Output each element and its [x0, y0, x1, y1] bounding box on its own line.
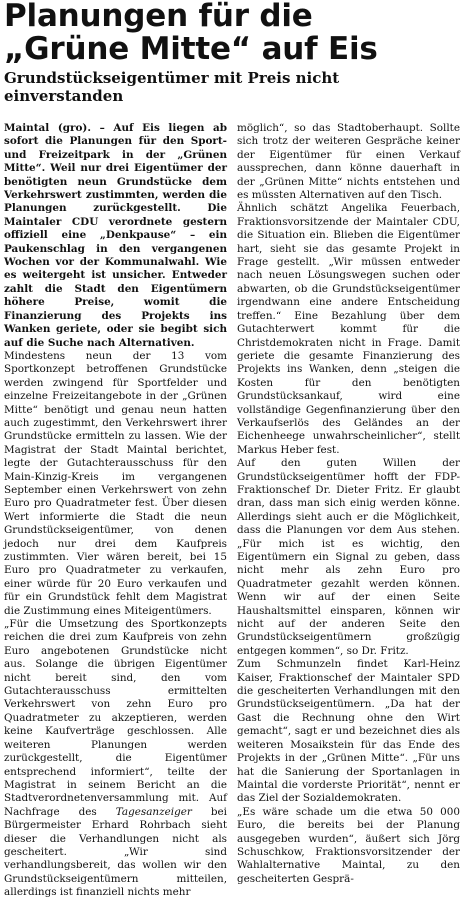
headline: [0, 0, 464, 66]
body-paragraph: möglich“, so das Stadtoberhaupt. Sollte sich trotz der weiteren Gespräche keiner der Eigentümer für einen Verkauf aussprechen, dann könne dauerhaft in der „Grünen Mitte“ nichts entstehen und es müssten Alternativen auf den Tisch.: [237, 122, 460, 202]
quote-text: „Für die Umsetzung des Sportkonzepts reichen die drei zum Kaufpreis von zehn Euro angebotenen Grundstücke nicht aus. Solange die übrigen Eigentümer nicht bereit sind, den vom Gutachterausschuss ermittelten Verkehrswert von zehn Euro pro Quadratmeter zu akzeptieren, werden keine Kaufverträge geschlossen. Alle weiteren Planungen werden zurückgestellt, die Eigentümer entsprechend informiert“, teilte der Magistrat in seinem Bericht an die Stadtverordnetenversammlung mit. Auf Nachfrage des: [4, 618, 227, 818]
body-paragraph: Auf den guten Willen der Grundstückseigentümer hofft der FDP-Fraktionschef Dr. Dieter Fritz. Er glaubt dran, dass man sich einig werden könne. Allerdings sieht auch er die Möglichkeit, dass die Planungen vor dem Aus stehen. „Für mich ist es wichtig, den Eigentümern ein Signal zu geben, dass nicht mehr als zehn Euro pro Quadratmeter gezahlt werden können. Wenn wir auf der einen Seite Haushaltsmittel einsparen, können wir nicht auf der anderen Seite den Grundstückseigentümern großzügig entgegen kommen“, so Dr. Fritz.: [237, 457, 460, 657]
headline-line-2: „Grüne Mitte“ auf Eis: [4, 31, 378, 67]
article-columns: [4, 122, 460, 899]
lead-paragraph: Maintal (gro). – Auf Eis liegen ab sofort die Planungen für den Sport- und Freizeitpark in der „Grünen Mitte“. Weil nur drei Eigentümer der benötigten neun Grundstücke dem Verkehrswert zustimmten, werden die Planungen zurückgestellt. Die Maintaler CDU verordnete gestern offiziell eine „Denkpause“ – ein Paukenschlag in den vergangenen Wochen vor der Kommunalwahl. Wie es weitergeht ist unsicher. Entweder zahlt die Stadt den Eigentümern höhere Preise, womit die Finanzierung des Projekts ins Wanken geriete, oder sie begibt sich auf die Suche nach Alternativen.: [4, 122, 227, 349]
quote-text-continued: bei Bürgermeister Erhard Rohrbach sieht dieser die Verhandlungen nicht als gescheitert. „Wir sind verhandlungsbereit, das wollen wir den Grundstückseigentümern mitteilen, allerdings ist finanziell nichts mehr: [4, 805, 227, 899]
body-paragraph: Ähnlich schätzt Angelika Feuerbach, Fraktionsvorsitzende der Maintaler CDU, die Situation ein. Blieben die Eigentümer hart, sieht sie das gesamte Projekt in Frage gestellt. „Wir müssen entweder nach neuen Lösungswegen suchen oder abwarten, ob die Grundstückseigentümer irgendwann eine andere Entscheidung treffen.“ Eine Bezahlung über dem Gutachterwert kommt für die Christdemokraten nicht in Frage. Damit geriete die gesamte Finanzierung des Projekts ins Wanken, denn „steigen die Kosten für den benötigten Grundstücksankauf, wird eine vollständige Gegenfinanzierung über den Verkaufserlös des Geländes an der Eichenheege unwahrscheinlicher“, stellt Markus Heber fest.: [237, 202, 460, 456]
newspaper-name: Tagesanzeiger: [115, 805, 192, 818]
body-paragraph: „Es wäre schade um die etwa 50 000 Euro, die bereits bei der Planung ausgegeben wurden“, äußert sich Jörg Schuschkow, Fraktionsvorsitzender der Wahlalternative Maintal, zu den gescheiterten Gesprä-: [237, 805, 460, 885]
column-right: [237, 122, 460, 885]
body-paragraph: Mindestens neun der 13 vom Sportkonzept betroffenen Grundstücke werden zwingend für Sportfelder und einzelne Freizeitangebote in der „Grünen Mitte“ benötigt und genau neun hatten auch zugestimmt, den Verkehrswert ihrer Grundstücke ermitteln zu lassen. Wie der Magistrat der Stadt Maintal berichtet, legte der Gutachterausschuss für den Main-Kinzig-Kreis im vergangenen September einen Verkehrswert von zehn Euro pro Quadratmeter fest. Über diesen Wert informierte die Stadt die neun Grundstückseigentümer, von denen jedoch nur drei dem Kaufpreis zustimmten. Vier wären bereit, bei 15 Euro pro Quadratmeter zu verkaufen, einer würde für 20 Euro verkaufen und für ein Grundstück fehlt dem Magistrat die Zustimmung eines Miteigentümers.: [4, 349, 227, 617]
subheadline: Grundstückseigentümer mit Preis nicht einverstanden: [4, 69, 340, 105]
body-paragraph: Zum Schmunzeln findet Karl-Heinz Kaiser, Fraktionschef der Maintaler SPD die gescheiterten Verhandlungen mit den Grundstückseigentümern. „Da hat der Gast die Rechnung ohne den Wirt gemacht“, sagt er und bezeichnet dies als weiteren Mosaikstein für das Ende des Projekts in der „Grünen Mitte“. „Für uns hat die Sanierung der Sportanlagen in Maintal die vorderste Priorität“, nennt er das Ziel der Sozialdemokraten.: [237, 658, 460, 805]
headline-line-1: Planungen für die: [4, 0, 313, 34]
body-paragraph-quote: [4, 618, 227, 900]
column-left: [4, 122, 227, 899]
